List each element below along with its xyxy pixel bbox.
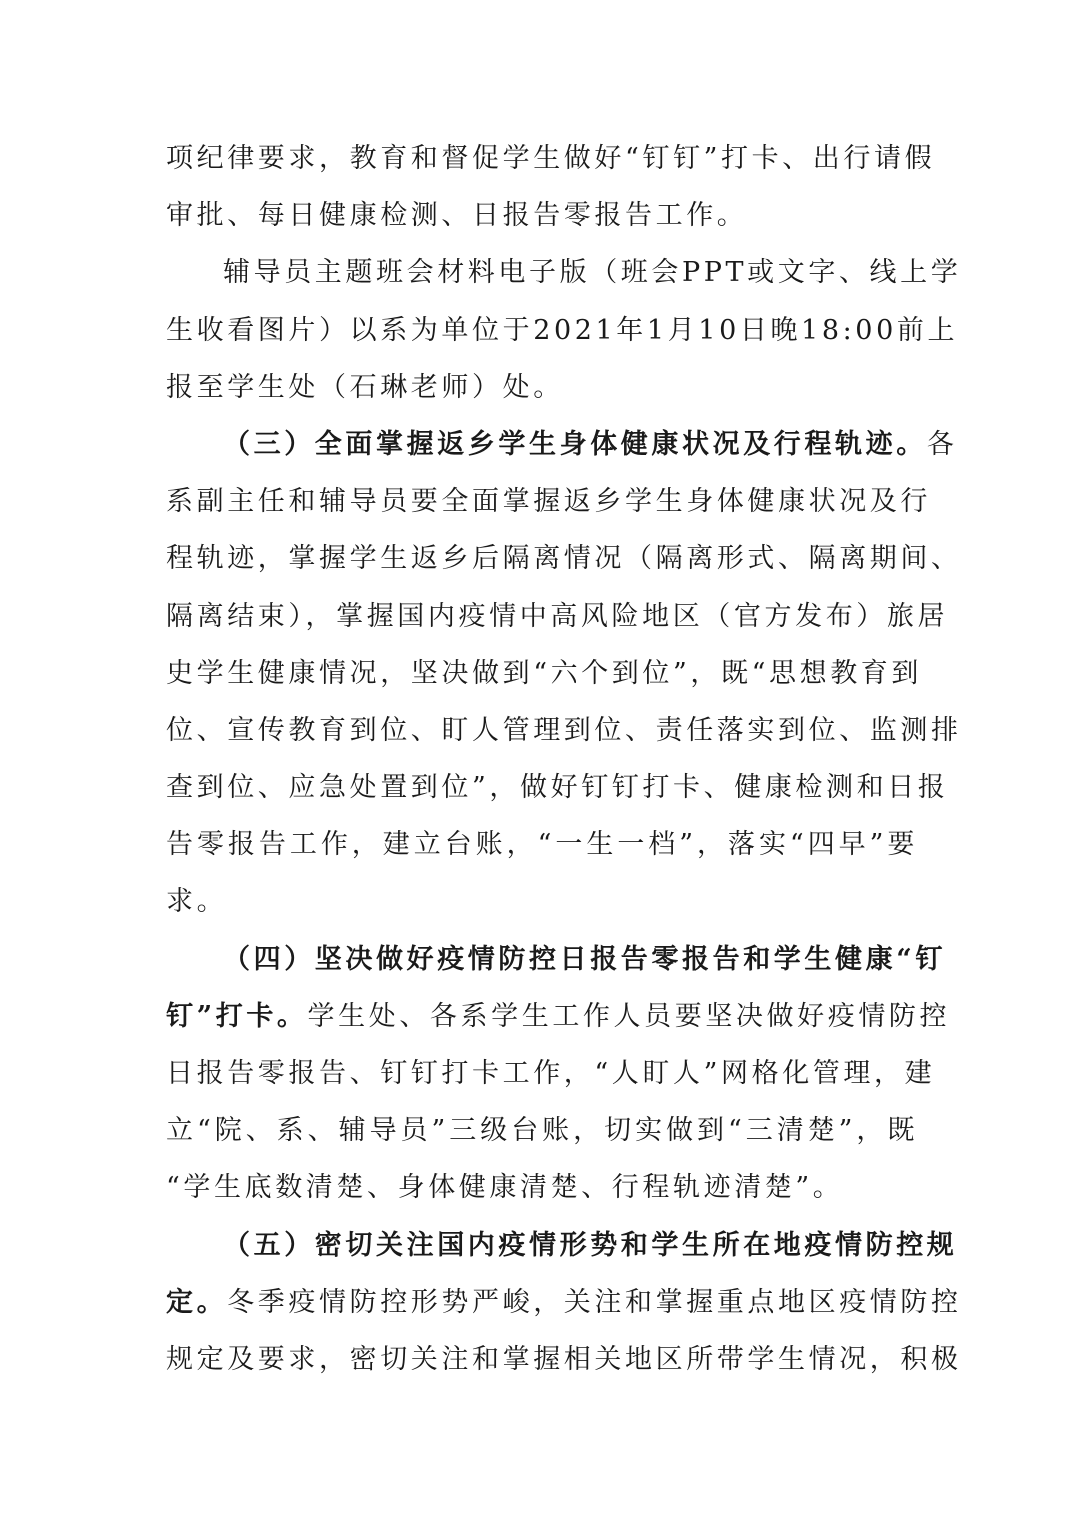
paragraph-5 (166, 1217, 962, 1389)
text-line: 审批、每日健康检测、日报告零报告工作。 (166, 200, 748, 232)
text-line (166, 416, 958, 473)
text-line: 求。 (166, 886, 228, 918)
text-line (166, 988, 951, 1045)
text-line: 项纪律要求，教育和督促学生做好“钉钉”打卡、出行请假 (166, 143, 936, 174)
text-line: 辅导员主题班会材料电子版（班会PPT或文字、线上学 (223, 257, 962, 289)
text-line: 报至学生处（石琳老师）处。 (166, 371, 564, 403)
text-line: 查到位、应急处置到位”，做好钉钉打卡、健康检测和日报 (166, 772, 949, 804)
section-heading: （五）密切关注国内疫情形势和学生所在地疫情防控规 (223, 1229, 958, 1261)
text-line: 位、宣传教育到位、盯人管理到位、责任落实到位、监测排 (166, 714, 962, 746)
section-heading: （三）全面掌握返乡学生身体健康状况及行程轨迹。 (223, 428, 927, 460)
text-line: 规定及要求，密切关注和掌握相关地区所带学生情况，积极 (166, 1343, 962, 1375)
section-heading-cont: 定。 (166, 1286, 228, 1318)
text-line: “学生底数清楚、身体健康清楚、行程轨迹清楚”。 (166, 1172, 844, 1204)
text-fragment: 各 (926, 428, 958, 460)
text-line: 史学生健康情况，坚决做到“六个到位”，既“思想教育到 (166, 657, 923, 689)
text-line (166, 1274, 962, 1331)
text-line: 隔离结束），掌握国内疫情中高风险地区（官方发布）旅居 (166, 600, 949, 632)
text-line: 生收看图片）以系为单位于2021年1月10日晚18:00前上 (166, 314, 959, 346)
text-fragment: 学生处、各系学生工作人员要坚决做好疫情防控 (307, 1000, 951, 1032)
paragraph-1 (166, 130, 936, 244)
text-line: 日报告零报告、钉钉打卡工作，“人盯人”网格化管理，建 (166, 1058, 936, 1089)
paragraph-3 (166, 416, 962, 931)
text-fragment: 冬季疫情防控形势严峻，关注和掌握重点地区疫情防控 (227, 1286, 962, 1318)
document-page (166, 130, 962, 1388)
paragraph-2 (166, 244, 962, 416)
paragraph-4 (166, 931, 951, 1217)
text-line: 告零报告工作，建立台账，“一生一档”，落实“四早”要 (166, 829, 918, 861)
section-heading: （四）坚决做好疫情防控日报告零报告和学生健康“钉 (223, 943, 946, 975)
section-heading-cont: 钉”打卡。 (166, 1000, 308, 1032)
text-line: 系副主任和辅导员要全面掌握返乡学生身体健康状况及行 (166, 486, 931, 518)
text-line: 立“院、系、辅导员”三级台账，切实做到“三清楚”，既 (166, 1115, 918, 1147)
text-line: 程轨迹，掌握学生返乡后隔离情况（隔离形式、隔离期间、 (166, 543, 962, 575)
